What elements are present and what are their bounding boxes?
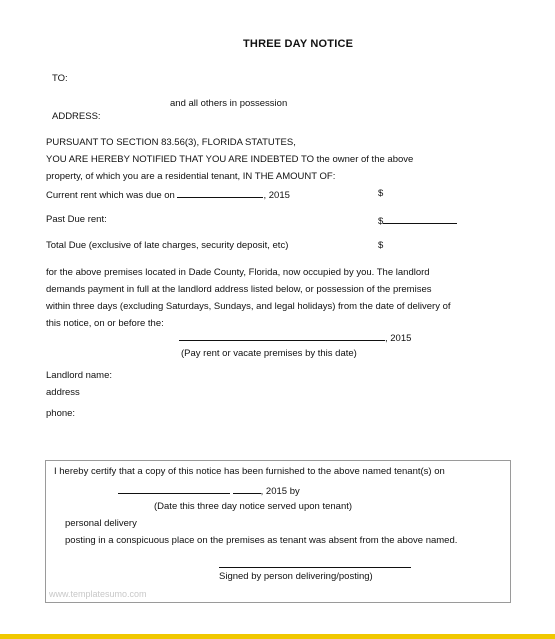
current-rent-currency: $	[378, 188, 384, 199]
to-label: TO:	[52, 73, 68, 84]
due-date-blank[interactable]	[179, 331, 385, 341]
notified-line-2: property, of which you are a residential tenant, IN THE AMOUNT OF:	[46, 171, 336, 182]
signature-line[interactable]	[219, 567, 411, 568]
delivery-option-personal[interactable]: personal delivery	[65, 518, 137, 529]
watermark-text: www.templatesumo.com	[49, 589, 147, 599]
served-year: , 2015 by	[260, 486, 300, 497]
served-date-row	[118, 484, 300, 497]
served-date-blank-1[interactable]	[118, 484, 230, 494]
document-title: THREE DAY NOTICE	[243, 38, 354, 50]
served-caption: (Date this three day notice served upon tenant)	[154, 501, 353, 512]
delivery-option-posting[interactable]: posting in a conspicuous place on the premises as tenant was absent from the above named.	[65, 535, 458, 546]
certificate-box	[45, 460, 511, 603]
served-date-blank-2[interactable]	[233, 484, 261, 494]
body-line-4: this notice, on or before the:	[46, 318, 164, 329]
past-due-currency: $	[378, 216, 384, 227]
total-due-currency: $	[378, 240, 384, 251]
due-date-row	[179, 331, 411, 344]
landlord-name-label: Landlord name:	[46, 370, 113, 381]
total-due-label: Total Due (exclusive of late charges, security deposit, etc)	[46, 240, 289, 251]
certificate-line-1: I hereby certify that a copy of this notice has been furnished to the above named tenant(s) on	[54, 466, 445, 477]
notified-line-1: YOU ARE HEREBY NOTIFIED THAT YOU ARE INDEBTED TO the owner of the above	[46, 154, 414, 165]
statute-line: PURSUANT TO SECTION 83.56(3), FLORIDA STATUTES,	[46, 137, 296, 148]
current-rent-label: Current rent which was due on	[46, 190, 175, 201]
current-rent-row	[46, 188, 290, 201]
body-line-1: for the above premises located in Dade County, Florida, now occupied by you. The landlord	[46, 267, 430, 278]
body-line-3: within three days (excluding Saturdays, Sundays, and legal holidays) from the date of delivery of	[46, 301, 451, 312]
past-due-amount-blank[interactable]	[383, 214, 457, 224]
current-rent-date-blank[interactable]	[177, 188, 263, 198]
due-date-year: , 2015	[385, 333, 412, 344]
address-label: ADDRESS:	[52, 111, 101, 122]
body-line-2: demands payment in full at the landlord address listed below, or possession of the premises	[46, 284, 432, 295]
signature-caption: Signed by person delivering/posting)	[219, 571, 373, 582]
past-due-label: Past Due rent:	[46, 214, 107, 225]
current-rent-year: , 2015	[263, 190, 290, 201]
past-due-amount-row	[378, 214, 457, 227]
landlord-phone-label: phone:	[46, 408, 76, 419]
possession-text: and all others in possession	[170, 98, 288, 109]
landlord-address-label: address	[46, 387, 80, 398]
due-date-caption: (Pay rent or vacate premises by this date)	[181, 348, 357, 359]
